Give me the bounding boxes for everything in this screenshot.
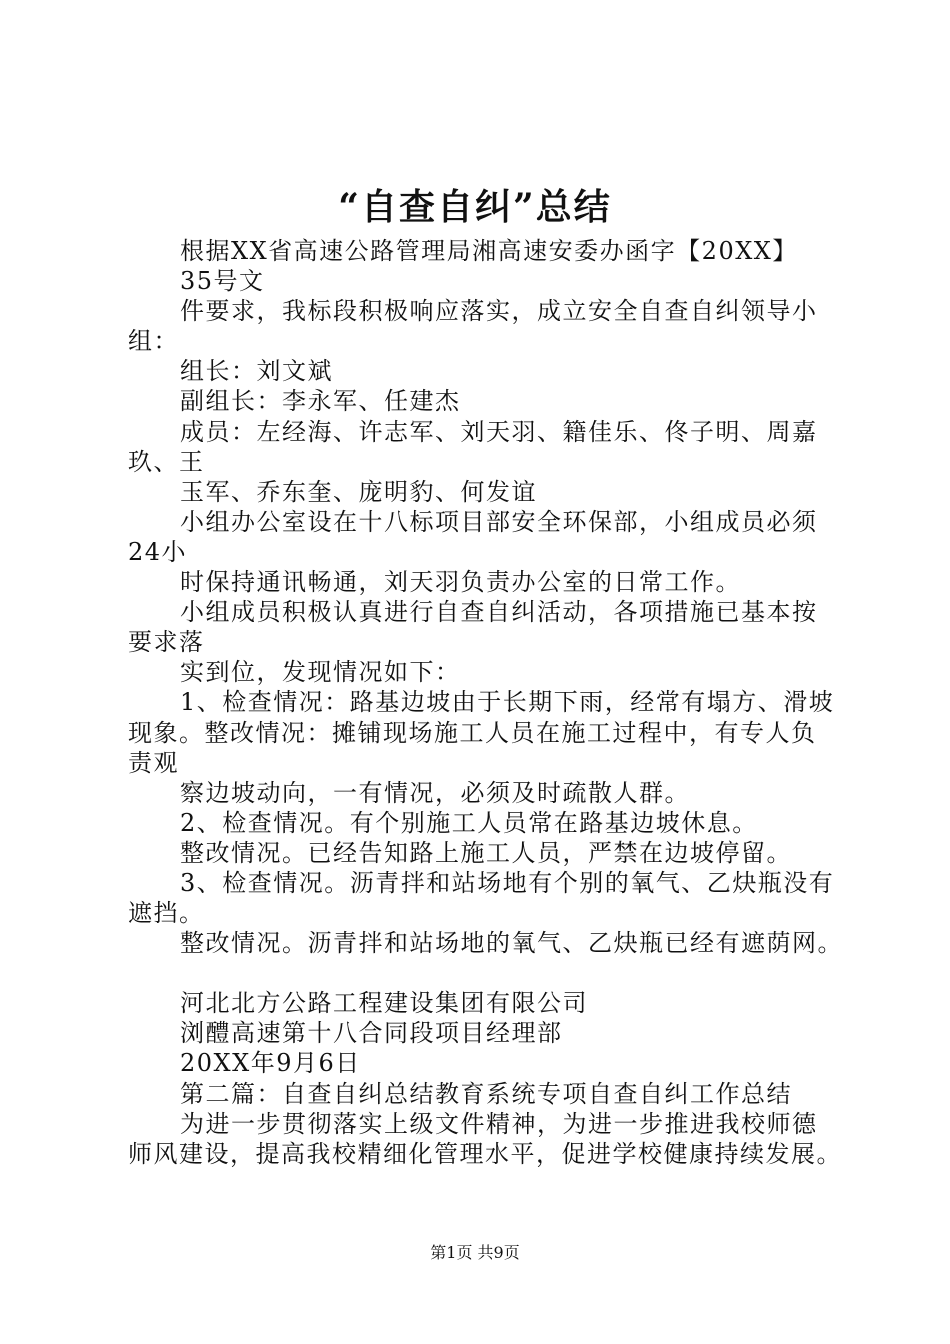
- paragraph-line: 整改情况。已经告知路上施工人员，严禁在边坡停留。: [180, 838, 792, 867]
- signature-company: 河北北方公路工程建设集团有限公司: [180, 989, 588, 1018]
- paragraph-line: 要求落: [128, 628, 205, 657]
- paragraph-line: 1、检查情况：路基边坡由于长期下雨，经常有塌方、滑坡: [180, 688, 835, 717]
- paragraph-line: 实到位，发现情况如下：: [180, 658, 461, 687]
- document-body: [128, 236, 843, 1169]
- paragraph-line: 玉军、乔东奎、庞明豹、何发谊: [180, 477, 537, 506]
- paragraph-line: 副组长：李永军、任建杰: [180, 387, 461, 416]
- paragraph-line: 玖、王: [128, 447, 205, 476]
- paragraph-line: 遮挡。: [128, 899, 205, 928]
- paragraph-line: 时保持通讯畅通，刘天羽负责办公室的日常工作。: [180, 568, 741, 597]
- paragraph-line: 小组办公室设在十八标项目部安全环保部，小组成员必须: [180, 507, 818, 536]
- paragraph-line: 成员：左经海、许志军、刘天羽、籍佳乐、佟子明、周嘉: [180, 417, 818, 446]
- paragraph-line: 现象。整改情况：摊铺现场施工人员在施工过程中，有专人负: [128, 718, 817, 747]
- document-title: “自查自纠”总结: [338, 186, 612, 228]
- blank-line: [128, 958, 828, 988]
- paragraph-line: 师风建设，提高我校精细化管理水平，促进学校健康持续发展。: [128, 1139, 842, 1168]
- paragraph-line: 组：: [128, 327, 179, 356]
- paragraph-line: 组长：刘文斌: [180, 357, 333, 386]
- signature-date: 20XX年9月6日: [180, 1049, 361, 1078]
- paragraph-line: 责观: [128, 748, 179, 777]
- paragraph-line: 为进一步贯彻落实上级文件精神，为进一步推进我校师德: [180, 1109, 818, 1138]
- paragraph-line: 2、检查情况。有个别施工人员常在路基边坡休息。: [180, 808, 758, 837]
- paragraph-line: 件要求，我标段积极响应落实，成立安全自查自纠领导小: [180, 297, 818, 326]
- page-number-footer: 第1页 共9页: [430, 1243, 520, 1262]
- paragraph-line: 察边坡动向，一有情况，必须及时疏散人群。: [180, 778, 690, 807]
- paragraph-line: 24小: [128, 537, 188, 566]
- paragraph-line: 小组成员积极认真进行自查自纠活动，各项措施已基本按: [180, 598, 818, 627]
- signature-department: 浏醴高速第十八合同段项目经理部: [180, 1019, 563, 1048]
- paragraph-line: 3、检查情况。沥青拌和站场地有个别的氧气、乙炔瓶没有: [180, 868, 835, 897]
- section-heading: 第二篇：自查自纠总结教育系统专项自查自纠工作总结: [180, 1079, 792, 1108]
- paragraph-line: 35号文: [180, 267, 265, 296]
- paragraph-line: 根据XX省高速公路管理局湘高速安委办函字【20XX】: [180, 237, 798, 265]
- paragraph-line: 整改情况。沥青拌和站场地的氧气、乙炔瓶已经有遮荫网。: [180, 929, 843, 958]
